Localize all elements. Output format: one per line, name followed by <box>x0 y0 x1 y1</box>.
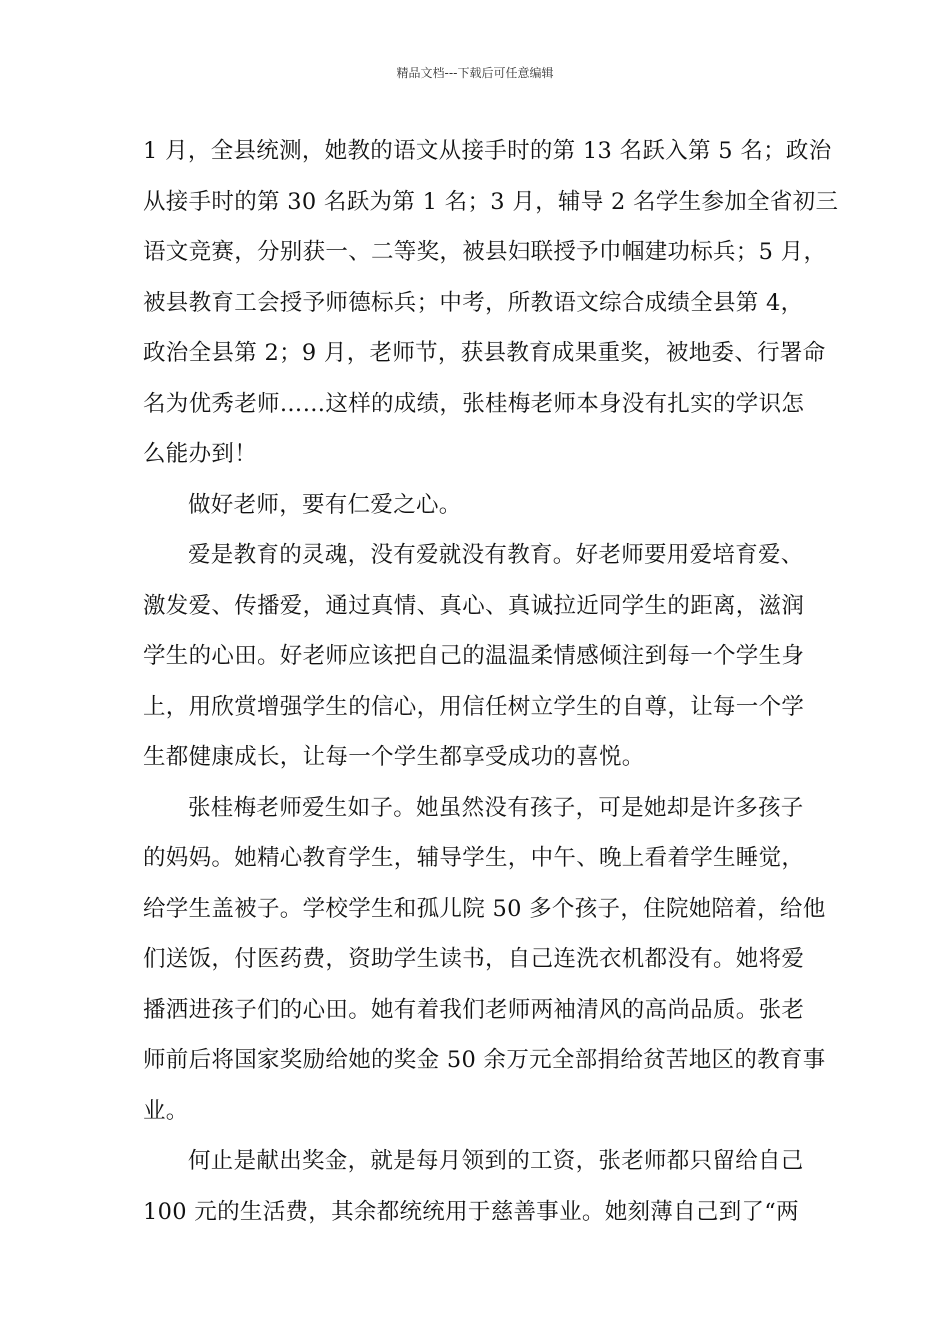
text-line: 学生的心田。好老师应该把自己的温温柔情感倾注到每一个学生身 <box>143 643 805 669</box>
text-line: 语文竞赛，分别获一、二等奖，被县妇联授予巾帼建功标兵；5 月， <box>143 239 827 265</box>
text-line: 政治全县第 2；9 月，老师节，获县教育成果重奖，被地委、行署命 <box>143 340 826 366</box>
text-line: 的妈妈。她精心教育学生，辅导学生，中午、晚上看着学生睡觉， <box>143 845 805 871</box>
text-line: 业。 <box>143 1097 189 1124</box>
text-line: 爱是教育的灵魂，没有爱就没有教育。好老师要用爱培育爱、 <box>188 542 804 568</box>
text-line: 生都健康成长，让每一个学生都享受成功的喜悦。 <box>143 744 645 770</box>
text-line: 们送饭，付医药费，资助学生读书，自己连洗衣机都没有。她将爱 <box>143 946 805 972</box>
text-line: 名为优秀老师……这样的成绩，张桂梅老师本身没有扎实的学识怎 <box>143 390 805 417</box>
text-line: 给学生盖被子。学校学生和孤儿院 50 多个孩子，住院她陪着，给他 <box>143 895 826 922</box>
document-body <box>143 130 839 1241</box>
text-line: 被县教育工会授予师德标兵；中考，所教语文综合成绩全县第 4， <box>143 289 804 316</box>
page-header: 精品文档---下载后可任意编辑 <box>396 66 554 80</box>
text-line: 从接手时的第 30 名跃为第 1 名；3 月，辅导 2 名学生参加全省初三 <box>143 188 839 215</box>
paragraph-heading: 做好老师，要有仁爱之心。 <box>188 491 462 518</box>
text-line: 么能办到！ <box>143 441 258 467</box>
text-line: 1 月，全县统测，她教的语文从接手时的第 13 名跃入第 5 名；政治 <box>143 138 832 164</box>
text-line: 上，用欣赏增强学生的信心，用信任树立学生的自尊，让每一个学 <box>143 693 805 720</box>
text-line: 何止是献出奖金，就是每月领到的工资，张老师都只留给自己 <box>188 1148 804 1174</box>
text-line: 激发爱、传播爱，通过真情、真心、真诚拉近同学生的距离，滋润 <box>143 592 805 619</box>
text-line: 师前后将国家奖励给她的奖金 50 余万元全部捐给贫苦地区的教育事 <box>143 1047 826 1073</box>
text-line: 100 元的生活费，其余都统统用于慈善事业。她刻薄自己到了“两 <box>143 1198 799 1225</box>
text-line: 播洒进孩子们的心田。她有着我们老师两袖清风的高尚品质。张老 <box>143 996 805 1023</box>
text-line: 张桂梅老师爱生如子。她虽然没有孩子，可是她却是许多孩子 <box>188 794 804 821</box>
